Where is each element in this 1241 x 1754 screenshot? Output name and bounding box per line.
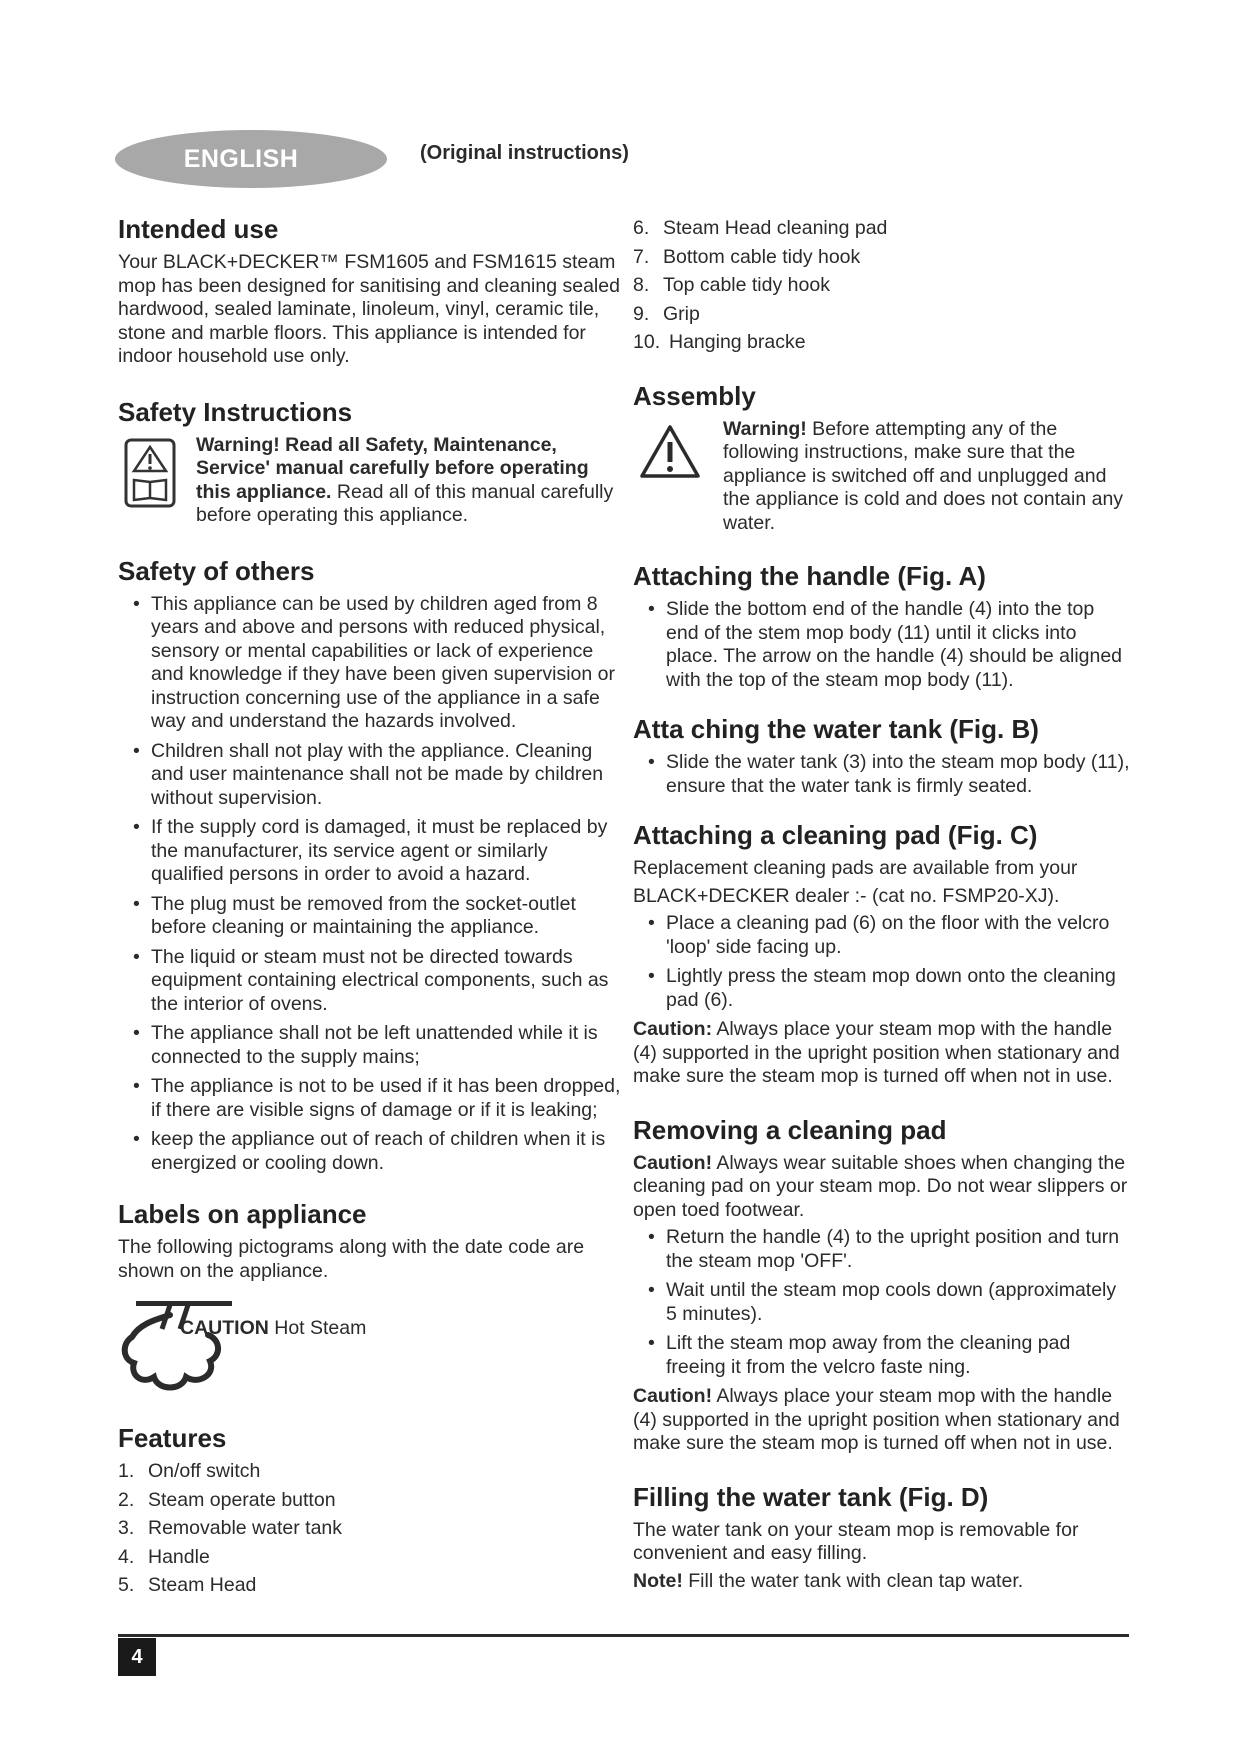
list-item: 1. On/off switch — [118, 1460, 261, 1482]
manual-warning-bold: Warning! Read all Safety, Maintenance, Service' manual carefully before operating this appliance. — [196, 433, 589, 503]
fill-tank-note: Note! Fill the water tank with clean tap water. — [633, 1569, 1024, 1592]
list-item: • This appliance can be used by children aged from 8 years and above and persons with reduced physical, sensory or mental capabilities or lack of experience and knowledge if they have been given supervision or instruction concerning use of the appliance in a safe way and understand the hazards involved. — [118, 593, 623, 734]
list-item: 5. Steam Head — [118, 1574, 257, 1596]
footer-rule — [118, 1634, 1129, 1637]
caution-bold: CAUTION — [180, 1317, 269, 1339]
labels-heading: Labels on appliance — [118, 1199, 367, 1229]
list-item: • The liquid or steam must not be directed towards equipment containing electrical components, such as the interior of ovens. — [118, 946, 623, 1017]
list-item: • Return the handle (4) to the upright position and turn the steam mop 'OFF'. — [633, 1226, 1131, 1273]
right-column — [633, 214, 1131, 1597]
safety-of-others-section — [118, 556, 623, 1176]
intended-use-heading: Intended use — [118, 214, 279, 244]
attach-pad-caution: Caution: Always place your steam mop with the handle (4) supported in the upright position when stationary and make sure the steam mop is turned off when not in use. — [633, 1018, 1120, 1087]
assembly-warning-block — [633, 418, 1131, 536]
caution-normal: Hot Steam — [268, 1317, 367, 1339]
intended-use-text: Your BLACK+DECKER™ FSM1605 and FSM1615 steam mop has been designed for sanitising and cleaning sealed hardwood, sealed laminate, linoleum, vinyl, ceramic tile, stone and marble floors. This appliance is intended for indoor household use only. — [118, 251, 620, 367]
attach-tank-section — [633, 714, 1131, 798]
attach-handle-heading: Attaching the handle (Fig. A) — [633, 561, 986, 591]
warning-triangle-icon — [639, 424, 701, 480]
labels-text: The following pictograms along with the date code are shown on the appliance. — [118, 1236, 585, 1282]
page-number: 4 — [131, 1645, 143, 1668]
attach-handle-section — [633, 561, 1131, 692]
list-item: • Wait until the steam mop cools down (approximately 5 minutes). — [633, 1279, 1131, 1326]
features-list-left — [118, 1460, 623, 1598]
list-item: • Lift the steam mop away from the cleaning pad freeing it from the velcro faste ning. — [633, 1332, 1131, 1379]
list-item: • Place a cleaning pad (6) on the floor with the velcro 'loop' side facing up. — [633, 912, 1131, 959]
fill-tank-text: The water tank on your steam mop is removable for convenient and easy filling. — [633, 1518, 1079, 1564]
attach-tank-heading: Atta ching the water tank (Fig. B) — [633, 714, 1039, 744]
list-item: • Slide the water tank (3) into the steam mop body (11), ensure that the water tank is firmly seated. — [633, 751, 1131, 798]
list-item: • keep the appliance out of reach of children when it is energized or cooling down. — [118, 1128, 623, 1175]
list-item: • Lightly press the steam mop down onto the cleaning pad (6). — [633, 965, 1131, 1012]
left-column — [118, 214, 623, 1603]
original-instructions-label: (Original instructions) — [420, 142, 629, 164]
fill-tank-section — [633, 1482, 1131, 1594]
list-item: • The plug must be removed from the socket-outlet before cleaning or maintaining the appliance. — [118, 893, 623, 940]
remove-pad-section — [633, 1115, 1131, 1456]
remove-pad-caution-2: Caution! Always place your steam mop with the handle (4) supported in the upright position when stationary and make sure the steam mop is turned off when not in use. — [633, 1385, 1120, 1454]
list-item: • If the supply cord is damaged, it must be replaced by the manufacturer, its service agent or similarly qualified persons in order to avoid a hazard. — [118, 816, 623, 887]
remove-pad-caution-1: Caution! Always wear suitable shoes when changing the cleaning pad on your steam mop. Do not wear slippers or open toed footwear. — [633, 1151, 1128, 1221]
intended-use-section — [118, 214, 623, 369]
list-item: • Children shall not play with the appliance. Cleaning and user maintenance shall not be made by children without supervision. — [118, 740, 623, 811]
features-list-right — [633, 217, 1131, 355]
list-item: 3. Removable water tank — [118, 1517, 343, 1539]
list-item: 2. Steam operate button — [118, 1488, 336, 1511]
list-item: 10. Hanging bracke — [633, 331, 806, 353]
list-item: 4. Handle — [118, 1545, 210, 1568]
assembly-section — [633, 381, 1131, 536]
remove-pad-heading: Removing a cleaning pad — [633, 1114, 947, 1145]
attach-tank-list — [633, 751, 1131, 798]
hot-steam-label — [118, 1297, 623, 1407]
hot-steam-text — [180, 1317, 366, 1341]
features-heading: Features — [118, 1423, 227, 1453]
safety-instructions-section — [118, 397, 623, 528]
hot-steam-icon — [118, 1297, 236, 1407]
list-item: 6. Steam Head cleaning pad — [633, 217, 888, 239]
list-item: • The appliance is not to be used if it has been dropped, if there are visible signs of damage or if it is leaking; — [118, 1075, 623, 1122]
features-section-left — [118, 1423, 623, 1598]
attach-pad-line1: Replacement cleaning pads are available from your — [633, 857, 1078, 879]
page-number-box — [118, 1638, 156, 1676]
manual-warning-text — [196, 434, 623, 528]
labels-section — [118, 1199, 623, 1407]
attach-pad-heading: Attaching a cleaning pad (Fig. C) — [633, 820, 1038, 850]
list-item: 7. Bottom cable tidy hook — [633, 245, 861, 268]
list-item: 8. Top cable tidy hook — [633, 274, 830, 296]
assembly-heading: Assembly — [633, 380, 756, 411]
fill-tank-heading: Filling the water tank (Fig. D) — [633, 1481, 989, 1512]
safety-instructions-heading: Safety Instructions — [118, 396, 353, 427]
language-badge — [115, 130, 387, 188]
language-label: ENGLISH — [183, 144, 299, 173]
list-item: • The appliance shall not be left unattended while it is connected to the supply mains; — [118, 1022, 623, 1069]
list-item: 9. Grip — [633, 302, 700, 325]
assembly-warning-bold: Warning! — [723, 417, 807, 440]
list-item: • Slide the bottom end of the handle (4) into the top end of the stem mop body (11) until it clicks into place. The arrow on the handle (4) should be aligned with the top of the steam mop body (11). — [633, 598, 1131, 692]
remove-pad-list — [633, 1226, 1131, 1379]
attach-handle-list — [633, 598, 1131, 692]
attach-pad-line2: BLACK+DECKER dealer :- (cat no. FSMP20-XJ). — [633, 884, 1060, 907]
manual-warning-normal: Read all of this manual carefully before operating this appliance. — [196, 480, 614, 526]
safety-of-others-heading: Safety of others — [118, 555, 315, 586]
read-manual-warning-icon — [124, 438, 176, 508]
manual-warning-block — [118, 434, 623, 528]
safety-of-others-list — [118, 593, 623, 1176]
assembly-warning-text — [723, 418, 1131, 536]
attach-pad-list — [633, 912, 1131, 1012]
assembly-warning-normal: Before attempting any of the following instructions, make sure that the appliance is switched off and unplugged and the appliance is cold and does not contain any water. — [723, 417, 1124, 534]
attach-pad-section — [633, 820, 1131, 1089]
